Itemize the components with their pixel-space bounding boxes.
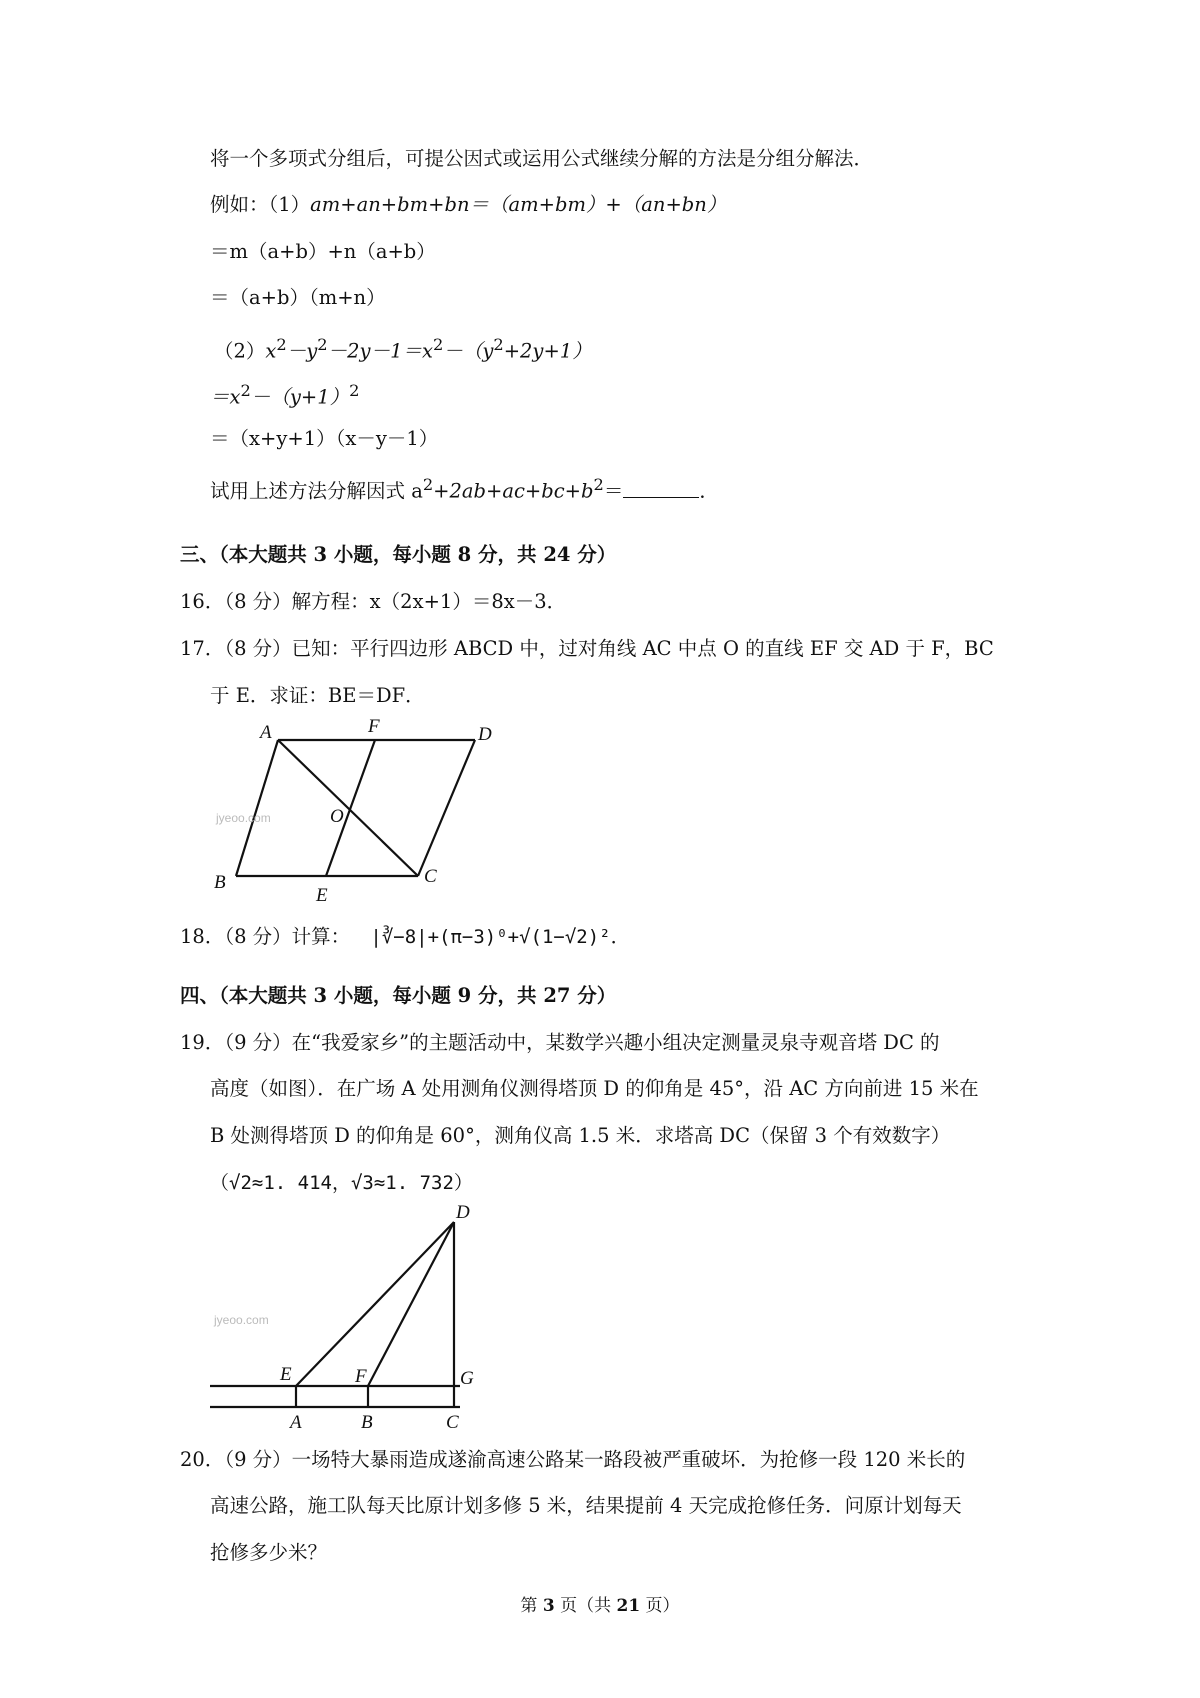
question-18 [180,922,630,952]
parallelogram-figure [200,718,500,903]
example-1-step-3: ＝（a+b）（m+n） [210,286,386,309]
fig17-label-C: C [424,866,437,887]
question-20-line-3: 抢修多少米？ [210,1541,328,1564]
try-text-b: +2ab+ac+bc+b [433,479,594,503]
question-16: 16．（8 分）解方程：x（2x+1）＝8x－3． [180,590,567,613]
fig17-label-D: D [478,724,492,745]
try-text-d: ． [699,479,719,503]
section-4-title: 四、（本大题共 3 小题，每小题 9 分，共 27 分） [180,984,617,1007]
ex2-sup-1: 2 [276,335,287,354]
ex2-sup-2: 2 [317,335,328,354]
question-18-formula: |∛−8|+(π−3)⁰+√(1−√2)² [370,926,611,948]
ex2-sup-4: 2 [493,335,504,354]
fig17-watermark: jyeoo.com [216,811,271,825]
try-line [210,470,719,507]
example-1-step-2: ＝m（a+b）+n（a+b） [210,240,436,263]
question-20-line-2: 高速公路，施工队每天比原计划多修 5 米，结果提前 4 天完成抢修任务．问原计划每天 [210,1494,962,1517]
footer-mid: 页（共 [554,1596,617,1616]
example-1-prefix: 例如：（1） [210,193,311,216]
question-20-line-1: 20．（9 分）一场特大暴雨造成遂渝高速公路某一路段被严重破坏．为抢修一段 120 米长的 [180,1448,966,1471]
fig19-label-D: D [456,1202,470,1223]
fig17-label-O: O [330,806,344,827]
question-18-suffix: ． [610,925,631,948]
footer-pre: 第 [520,1596,543,1616]
fig19-label-E: E [280,1364,292,1385]
fig19-label-B: B [361,1412,373,1432]
section-3-title: 三、（本大题共 3 小题，每小题 8 分，共 24 分） [180,543,617,566]
question-18-prefix: 18．（8 分）计算： [180,925,351,948]
fig19-label-G: G [460,1368,474,1389]
fig19-label-F: F [355,1366,367,1387]
answer-blank [623,477,699,498]
example-2-prefix: （2） [214,339,266,363]
ex2-step2-sup1: 2 [240,381,251,400]
example-1-line [210,190,726,220]
try-text-a: 试用上述方法分解因式 a [210,479,423,503]
example-2-step-2 [210,376,359,413]
try-sup-2: 2 [593,475,604,494]
fig19-label-C: C [446,1412,459,1432]
footer-post: 页） [640,1596,680,1616]
question-17-line-2: 于 E．求证：BE＝DF． [210,684,425,707]
question-19-line-4: （√2≈1. 414，√3≈1. 732） [210,1172,473,1194]
footer-page-number: 3 [542,1596,555,1616]
intro-line: 将一个多项式分组后，可提公因式或运用公式继续分解的方法是分组分解法． [210,147,874,170]
ex2-sup-3: 2 [432,335,444,354]
page-footer [0,1594,1200,1618]
fig17-label-B: B [214,872,226,893]
fig17-label-F: F [368,718,380,737]
example-2-line [214,330,592,367]
ex2-step2-sup2: 2 [349,381,360,400]
ex2-term-rest: －2y－1＝x [327,339,433,363]
ex2-step2-a: ＝x [210,385,241,409]
footer-total-pages: 21 [616,1596,641,1616]
ex2-step2-b: －（y+1） [250,385,350,409]
example-2-step-3: ＝（x+y+1）（x－y－1） [210,427,439,450]
ex2-term-paren: －（y [443,339,494,363]
question-17-line-1: 17．（8 分）已知：平行四边形 ABCD 中，过对角线 AC 中点 O 的直线 EF 交 AD 于 F，BC [180,637,994,660]
ex2-term-x: x [265,339,277,363]
try-sup-1: 2 [422,475,434,494]
question-19-line-2: 高度（如图）．在广场 A 处用测角仪测得塔顶 D 的仰角是 45°，沿 AC 方向前进 15 米在 [210,1077,979,1100]
ex2-term-end: +2y+1） [503,339,592,363]
question-19-line-1: 19．（9 分）在“我爱家乡”的主题活动中，某数学兴趣小组决定测量灵泉寺观音塔 DC 的 [180,1031,940,1054]
fig17-label-E: E [316,885,328,903]
tower-figure [200,1202,500,1432]
question-19-line-3: B 处测得塔顶 D 的仰角是 60°，测角仪高 1.5 米．求塔高 DC（保留 3 个有效数字） [210,1124,951,1147]
ex2-term-y: －y [286,339,318,363]
fig19-watermark: jyeoo.com [214,1313,269,1327]
try-text-c: ＝ [603,479,624,503]
fig17-label-A: A [260,722,272,743]
example-1-expression: am+an+bm+bn＝（am+bm）+（an+bn） [310,193,727,216]
fig19-label-A: A [290,1412,302,1432]
